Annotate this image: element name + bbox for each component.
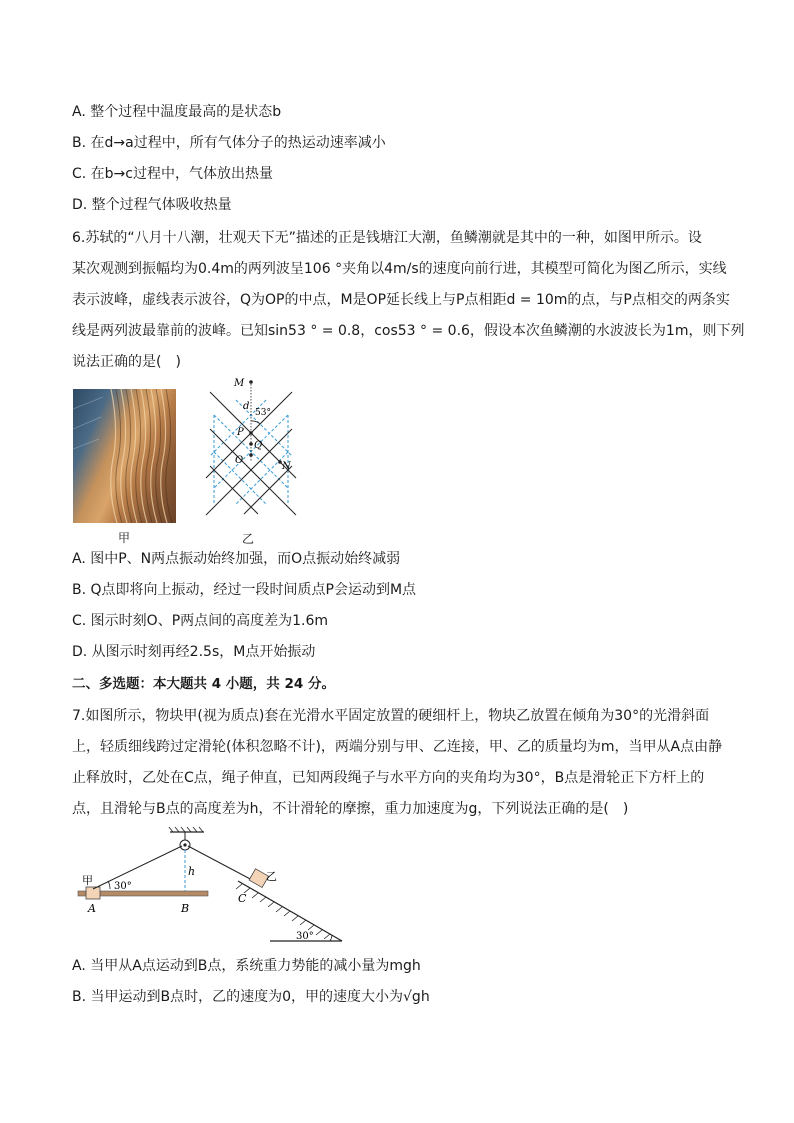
label-d: d (243, 401, 250, 412)
q7-option-a: A. 当甲从A点运动到B点，系统重力势能的减小量为mgh (72, 958, 421, 974)
label-o: O (235, 455, 244, 466)
label-53-degree: 53° (255, 408, 271, 418)
q6-stem-line: 6.苏轼的“八月十八潮，壮观天下无”描述的正是钱塘江大潮，鱼鳞潮就是其中的一种，如图甲所示。设 (72, 230, 702, 246)
q6-option-c: C. 图示时刻O、P两点间的高度差为1.6m (72, 613, 329, 629)
q5-option-a: A. 整个过程中温度最高的是状态b (72, 104, 282, 120)
pulley-incline-diagram (70, 826, 360, 946)
q6-option-a: A. 图中P、N两点振动始终加强，而O点振动始终减弱 (72, 551, 401, 567)
label-q: Q (254, 440, 263, 451)
q7-stem-line: 点，且滑轮与B点的高度差为h，不计滑轮的摩擦，重力加速度为g，下列说法正确的是( ) (72, 801, 629, 817)
q6-option-b: B. Q点即将向上振动，经过一段时间质点P会运动到M点 (72, 582, 417, 598)
label-a: A (88, 902, 96, 915)
label-angle-30-incline: 30° (296, 931, 314, 942)
figure-b-caption: 乙 (242, 532, 255, 546)
q7-stem-line: 7.如图所示，物块甲(视为质点)套在光滑水平固定放置的硬细杆上，物块乙放置在倾角为30°的光滑斜面 (72, 708, 710, 724)
label-yi: 乙 (266, 870, 277, 883)
q6-stem-line: 表示波峰，虚线表示波谷，Q为OP的中点，M是OP延长线上与P点相距d = 10m的点，与P点相交的两条实 (72, 292, 730, 308)
q6-option-d: D. 从图示时刻再经2.5s，M点开始振动 (72, 644, 316, 660)
label-n: N (282, 461, 291, 472)
q5-option-c: C. 在b→c过程中，气体放出热量 (72, 166, 273, 182)
q6-stem-line: 线是两列波最靠前的波峰。已知sin53 ° = 0.8，cos53 ° = 0.6，假设本次鱼鳞潮的水波波长为1m，则下列 (72, 323, 745, 339)
figure-a-caption: 甲 (118, 531, 131, 545)
wave-interference-diagram (200, 373, 310, 528)
q5-option-b: B. 在d→a过程中，所有气体分子的热运动速率减小 (72, 135, 386, 151)
q7-stem-line: 止释放时，乙处在C点，绳子伸直，已知两段绳子与水平方向的夹角均为30°，B点是滑轮正下方杆上的 (72, 770, 705, 786)
label-h: h (188, 865, 196, 878)
label-m: M (234, 378, 245, 389)
label-b: B (181, 902, 190, 915)
q6-stem-line: 说法正确的是( ) (72, 354, 181, 370)
section-header-multiple-choice: 二、多选题：本大题共 4 小题，共 24 分。 (72, 676, 335, 692)
q7-stem-line: 上，轻质细线跨过定滑轮(体积忽略不计)，两端分别与甲、乙连接，甲、乙的质量均为m，当甲从A点由静 (72, 739, 723, 755)
label-angle-30-rope: 30° (114, 881, 132, 892)
fish-scale-tide-photo (73, 389, 176, 523)
label-p: P (237, 427, 244, 438)
label-jia: 甲 (82, 874, 93, 887)
q6-stem-line: 某次观测到振幅均为0.4m的两列波呈106 °夹角以4m/s的速度向前行进，其模型可简化为图乙所示，实线 (72, 261, 727, 277)
q5-option-d: D. 整个过程气体吸收热量 (72, 197, 232, 213)
q7-option-b: B. 当甲运动到B点时，乙的速度为0，甲的速度大小为√gh (72, 989, 430, 1005)
label-c: C (238, 892, 247, 905)
